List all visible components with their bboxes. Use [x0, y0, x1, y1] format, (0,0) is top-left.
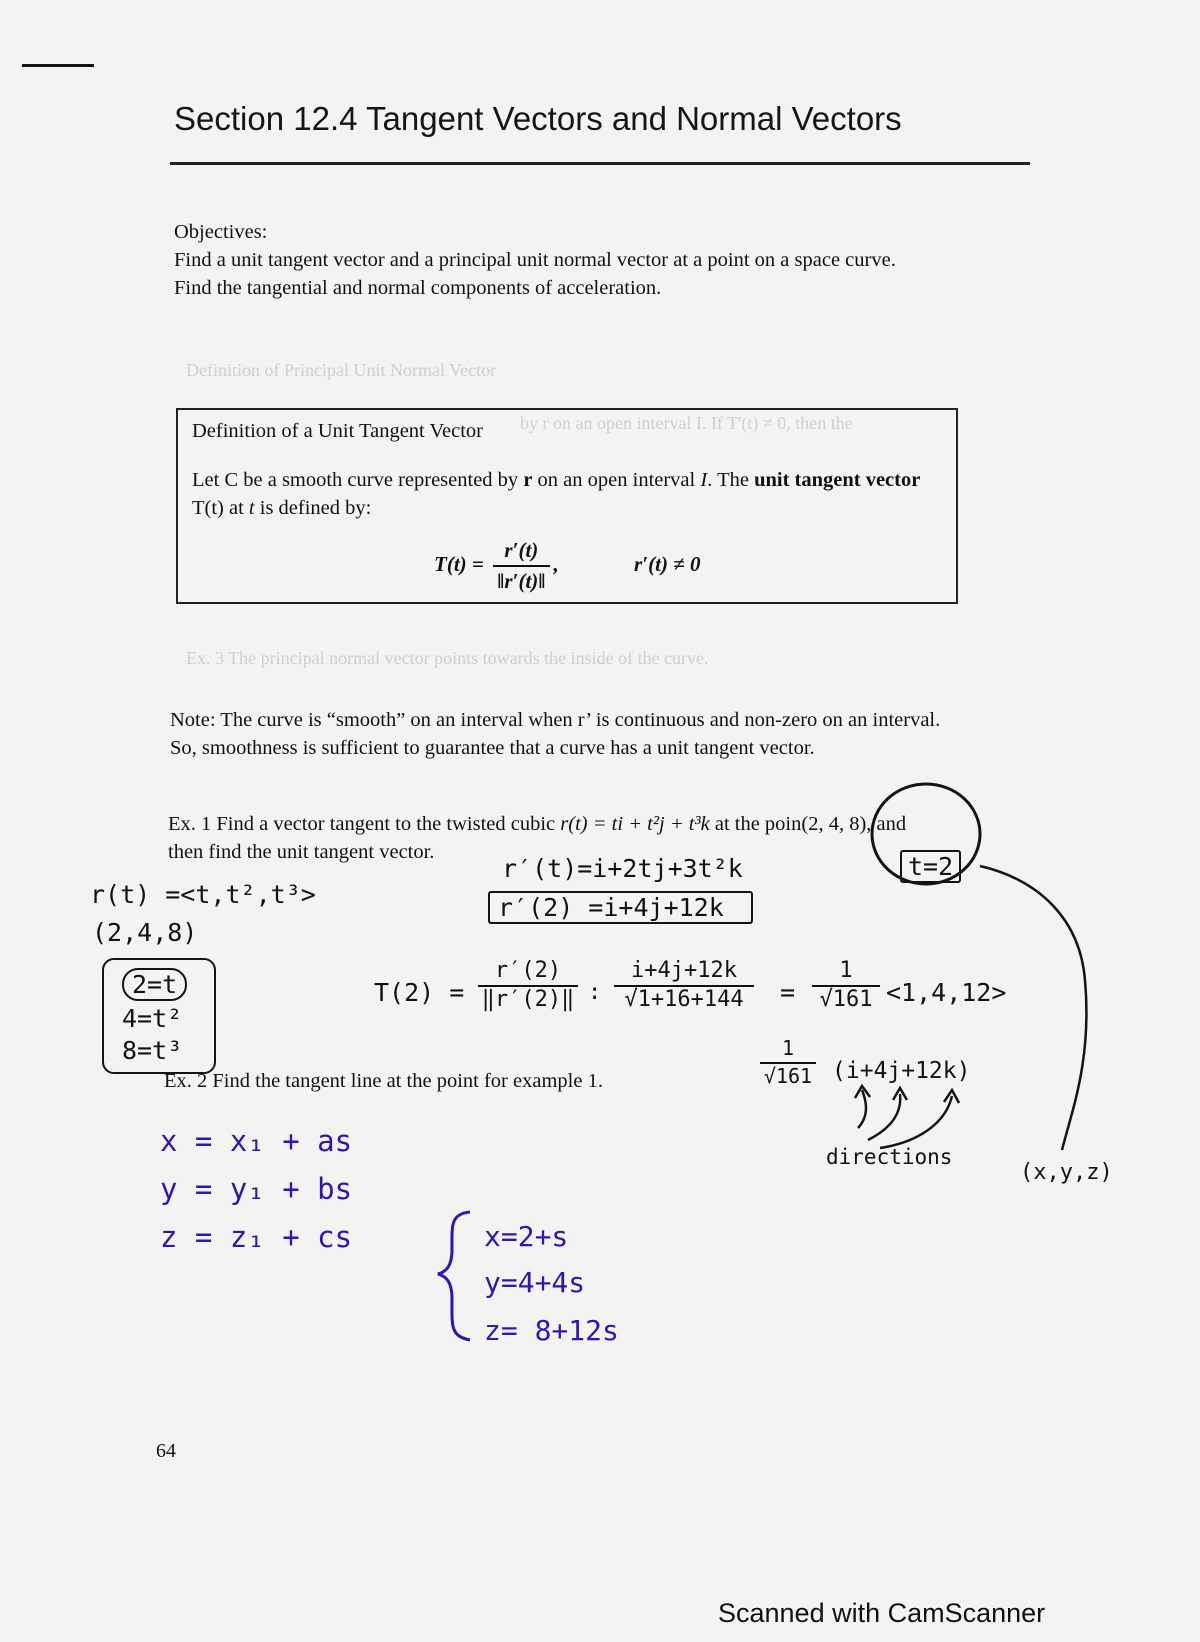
example-1-point: (2, 4, 8),	[801, 813, 872, 835]
hw-eq3: 8=t³	[122, 1036, 183, 1065]
bleed-through: Definition of Principal Unit Normal Vector	[186, 360, 497, 380]
hw-r-prime-2: r′(2) =i+4j+12k	[488, 891, 753, 924]
hw-t-equals: t=2	[900, 850, 961, 883]
hw-param-z: z = z₁ + cs	[160, 1220, 353, 1254]
example-1-line: then find the unit tangent vector.	[168, 841, 435, 863]
definition-term: unit tangent vector	[754, 469, 921, 491]
point-circle	[872, 784, 980, 884]
hw-equals: :	[588, 980, 602, 1005]
hw-param-y: y = y₁ + bs	[160, 1172, 353, 1206]
hw-point: (2,4,8)	[92, 918, 198, 947]
section-title: Section 12.4 Tangent Vectors and Normal Vectors	[174, 100, 902, 137]
formula-denominator: ‖r′(t)‖	[497, 569, 546, 593]
hw-directions: directions	[826, 1145, 953, 1169]
definition-text: Let C be a smooth curve represented by	[192, 469, 524, 491]
hw-xyz: (x,y,z)	[1020, 1160, 1113, 1185]
objective-item: Find the tangential and normal components of acceleration.	[174, 277, 662, 299]
objectives-heading: Objectives:	[174, 221, 268, 243]
formula-lhs: T(t) =	[434, 551, 484, 576]
hw-equals: =	[780, 978, 796, 1007]
definition-text: is defined by:	[254, 497, 372, 519]
bleed-through: Ex. 3 The principal normal vector points towards the inside of the curve.	[186, 648, 709, 668]
hw-line-x: x=2+s	[484, 1220, 569, 1253]
example-1-curve: r(t) = ti + t²j + t³k	[560, 813, 710, 835]
page-number: 64	[156, 1440, 176, 1462]
hw-T2-vec: <1,4,12>	[886, 978, 1007, 1007]
hw-T2-den2: √1+16+144	[624, 987, 744, 1012]
hw-T2-sqrt: √161	[819, 987, 873, 1012]
definition-text: T(t) at	[192, 497, 249, 519]
note-line: So, smoothness is sufficient to guarantee that a curve has a unit tangent vector.	[170, 737, 815, 759]
brace-icon	[438, 1212, 470, 1340]
definition-interval: I	[700, 469, 708, 491]
connector-curve	[980, 866, 1086, 1150]
hw-T2-one: 1	[812, 958, 880, 987]
hw-param-x: x = x₁ + as	[160, 1124, 353, 1158]
hw-eq2: 4=t²	[122, 1004, 183, 1033]
hw-r-prime: r′(t)=i+2tj+3t²k	[502, 854, 743, 883]
hw-T2-alt-sqrt: √161	[763, 1064, 813, 1088]
example-1-text: and	[871, 813, 907, 835]
hw-eq1: 2=t	[122, 968, 187, 1001]
example-2: Ex. 2 Find the tangent line at the point for example 1.	[164, 1070, 603, 1092]
arrow-up-icon	[868, 1094, 900, 1140]
hw-r-definition: r(t) =<t,t²,t³>	[90, 880, 316, 909]
example-1-text: at the poin	[709, 813, 802, 835]
formula-condition: r′(t) ≠ 0	[634, 551, 701, 576]
definition-r: r	[523, 469, 533, 491]
hw-T2-num2: i+4j+12k	[614, 958, 754, 987]
objective-item: Find a unit tangent vector and a principal unit normal vector at a point on a space curve.	[174, 249, 896, 271]
hw-T2-lhs: T(2) =	[374, 978, 465, 1007]
definition-text: . The	[707, 469, 755, 491]
definition-title: Definition of a Unit Tangent Vector	[192, 420, 484, 442]
hw-line-y: y=4+4s	[484, 1266, 586, 1299]
definition-text: on an open interval	[532, 469, 701, 491]
formula-numerator: r′(t)	[493, 538, 549, 567]
bleed-through: by r on an open interval I. If T'(t) ≠ 0, then the	[520, 413, 853, 433]
note-line: Note: The curve is “smooth” on an interval when r’ is continuous and non-zero on an interval.	[170, 709, 941, 731]
hw-line-z: z= 8+12s	[484, 1314, 619, 1347]
hw-T2-den: ‖r′(2)‖	[481, 987, 575, 1012]
hw-T2-alt-vec: (i+4j+12k)	[832, 1058, 971, 1084]
hw-T2-alt-one: 1	[760, 1036, 816, 1064]
hw-T2-num: r′(2)	[478, 958, 578, 987]
camscanner-watermark: Scanned with CamScanner	[718, 1598, 1046, 1628]
arrow-up-icon	[858, 1090, 866, 1128]
unit-tangent-formula: T(t) = $\frac{r'(t)}{‖r'(t)‖}$ , r′(t) ≠ 0	[434, 538, 701, 593]
definition-t: t	[248, 497, 255, 519]
example-1-text: Ex. 1 Find a vector tangent to the twisted cubic	[168, 813, 561, 835]
